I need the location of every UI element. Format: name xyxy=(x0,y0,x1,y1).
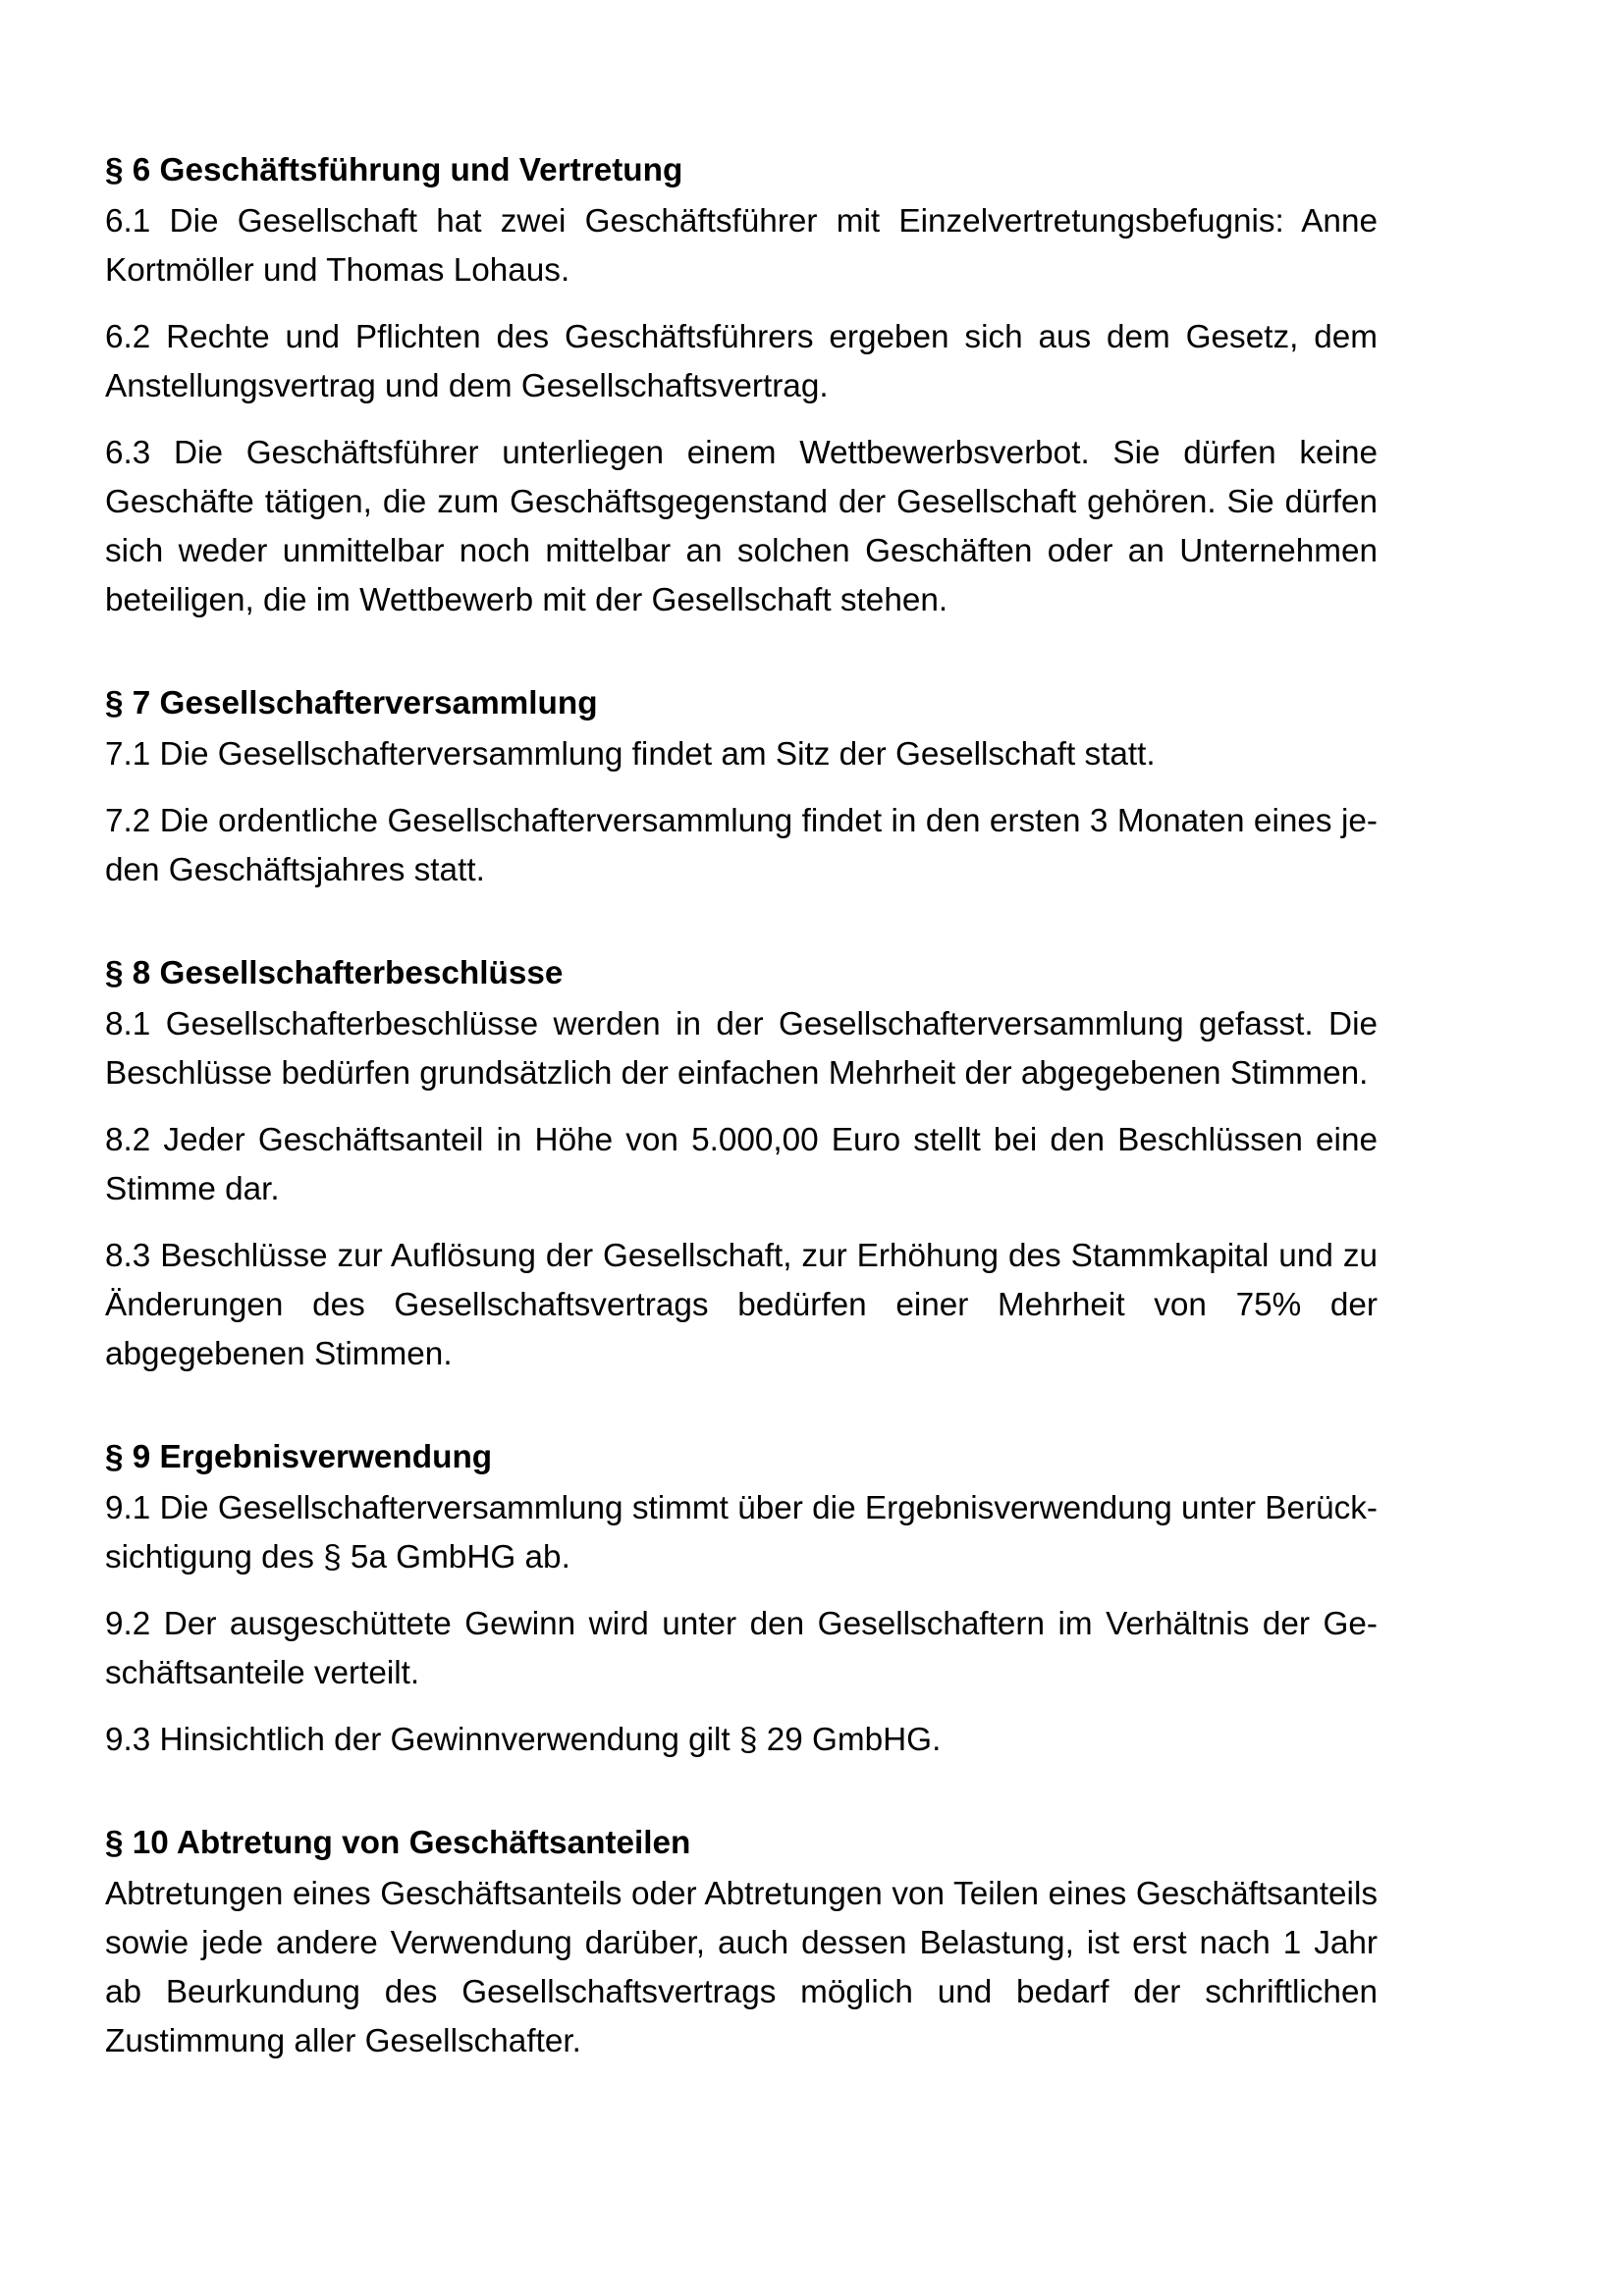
paragraph-7-2: 7.2 Die ordentliche Gesellschafterversammlung findet in den ersten 3 Monaten eines jeden Geschäftsjahres statt. xyxy=(105,803,1378,888)
paragraph-9-2: 9.2 Der ausgeschüttete Gewinn wird unter den Gesellschaftern im Verhältnis der Geschäftsanteile verteilt. xyxy=(105,1606,1378,1691)
section-6-geschaeftsfuehrung xyxy=(105,146,1378,625)
section-heading: § 9 Ergebnisverwendung xyxy=(105,1439,493,1475)
section-9-ergebnisverwendung xyxy=(105,1433,1378,1765)
paragraph-6-1: 6.1 Die Gesellschaft hat zwei Geschäftsführer mit Einzelvertretungsbefugnis: Anne Kortmöller und Thomas Lohaus. xyxy=(105,203,1378,289)
paragraph-7-1: 7.1 Die Gesellschafterversammlung findet am Sitz der Gesellschaft statt. xyxy=(105,736,1156,773)
paragraph-8-1: 8.1 Gesellschafterbeschlüsse werden in der Gesellschafterversammlung gefasst. Die Beschlüsse bedürfen grundsätzlich der einfachen Mehrheit der abgegebenen Stimmen. xyxy=(105,1006,1378,1092)
section-8-gesellschafterbeschluesse xyxy=(105,949,1378,1379)
paragraph-8-3: 8.3 Beschlüsse zur Auflösung der Gesellschaft, zur Erhöhung des Stammkapital und zu Änderungen des Gesellschaftsvertrags bedürfen einer Mehrheit von 75% der abgegebenen Stimmen. xyxy=(105,1238,1378,1372)
paragraph-6-3: 6.3 Die Geschäftsführer unterliegen einem Wettbewerbsverbot. Sie dürfen keine Geschäfte tätigen, die zum Geschäftsgegenstand der Gesellschaft gehören. Sie dürfen sich weder unmittelbar noch mittelbar an solchen Geschäften oder an Unternehmen beteiligen, die im Wettbewerb mit der Gesellschaft stehen. xyxy=(105,435,1378,618)
section-heading: § 7 Gesellschafterversammlung xyxy=(105,685,598,721)
section-10-abtretung xyxy=(105,1819,1378,2066)
section-heading: § 8 Gesellschafterbeschlüsse xyxy=(105,955,564,991)
paragraph-6-2: 6.2 Rechte und Pflichten des Geschäftsführers ergeben sich aus dem Gesetz, dem Anstellungsvertrag und dem Gesellschaftsvertrag. xyxy=(105,319,1378,404)
paragraph-8-2: 8.2 Jeder Geschäftsanteil in Höhe von 5.000,00 Euro stellt bei den Beschlüssen eine Stimme dar. xyxy=(105,1122,1378,1207)
paragraph-9-3: 9.3 Hinsichtlich der Gewinnverwendung gilt § 29 GmbHG. xyxy=(105,1722,942,1758)
section-heading: § 6 Geschäftsführung und Vertretung xyxy=(105,152,683,188)
section-heading: § 10 Abtretung von Geschäftsanteilen xyxy=(105,1825,691,1861)
paragraph-10: Abtretungen eines Geschäftsanteils oder Abtretungen von Teilen eines Geschäftsanteils sowie jede andere Verwendung darüber, auch dessen Belastung, ist erst nach 1 Jahr ab Beurkundung des Gesellschaftsvertrags möglich und bedarf der schriftlichen Zustimmung aller Gesellschafter. xyxy=(105,1876,1378,2059)
paragraph-9-1: 9.1 Die Gesellschafterversammlung stimmt über die Ergebnisverwendung unter Berücksichtigung des § 5a GmbHG ab. xyxy=(105,1490,1378,1575)
section-7-gesellschafterversammlung xyxy=(105,679,1378,895)
